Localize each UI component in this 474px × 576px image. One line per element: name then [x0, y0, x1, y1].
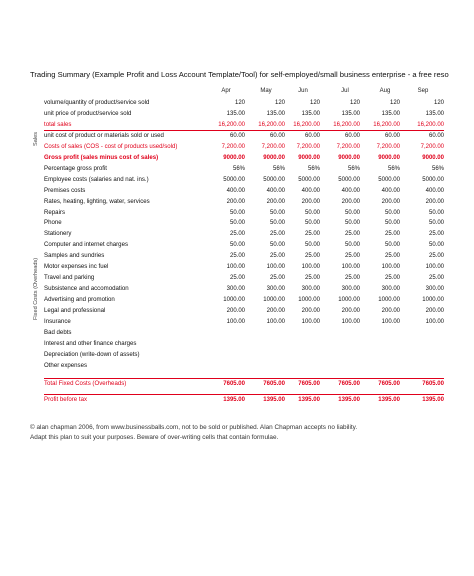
table-row [0, 186, 474, 196]
row-label: unit cost of product or materials sold or used [44, 131, 164, 139]
table-row [0, 109, 474, 119]
cell-value[interactable]: 200.00 [381, 308, 400, 315]
cell-value[interactable]: 50.00 [304, 242, 320, 249]
cell-value[interactable]: 50.00 [384, 209, 400, 216]
cell-value[interactable]: 25.00 [384, 231, 400, 238]
table-row [0, 317, 474, 327]
cell-value[interactable]: 25.00 [229, 231, 245, 238]
cell-value[interactable]: 1395.00 [263, 397, 285, 403]
cell-value[interactable]: 200.00 [425, 198, 444, 205]
cell-value[interactable]: 16,200.00 [333, 121, 360, 128]
cell-value[interactable]: 100.00 [381, 264, 400, 271]
table-row [0, 197, 474, 207]
row-label: Bad debts [44, 328, 72, 336]
cell-value[interactable]: 9000.00 [338, 154, 360, 161]
cell-value[interactable]: 5000.00 [378, 176, 400, 183]
cell-value[interactable]: 60.00 [269, 132, 285, 139]
cell-value[interactable]: 7,200.00 [336, 143, 360, 150]
cell-value[interactable]: 135.00 [381, 110, 400, 117]
cell-value[interactable]: 50.00 [304, 209, 320, 216]
cell-value[interactable]: 50.00 [229, 209, 245, 216]
cell-value[interactable]: 200.00 [266, 198, 285, 205]
cell-value[interactable]: 100.00 [381, 319, 400, 325]
cell-value[interactable]: 50.00 [428, 242, 444, 249]
cell-value[interactable]: 50.00 [344, 242, 360, 249]
cell-value[interactable]: 25.00 [229, 275, 245, 282]
cell-value[interactable]: 50.00 [344, 209, 360, 216]
cell-value[interactable]: 1000.00 [378, 297, 400, 304]
month-header: Jul [341, 88, 349, 94]
cell-value[interactable]: 1000.00 [223, 297, 245, 304]
cell-value[interactable]: 200.00 [226, 308, 245, 315]
cell-value[interactable]: 60.00 [304, 132, 320, 139]
footer-copyright: © alan chapman 2006, from www.businessballs.com, not to be sold or published. Alan Chapman accepts no liability. [30, 424, 358, 431]
cell-value[interactable]: 50.00 [269, 242, 285, 249]
row-label: Costs of sales (COS - cost of products used/sold) [44, 142, 178, 150]
cell-value[interactable]: 135.00 [425, 110, 444, 117]
cell-value[interactable]: 135.00 [341, 110, 360, 117]
row-label: volume/quantity of product/service sold [44, 99, 150, 106]
cell-value[interactable]: 1395.00 [422, 397, 444, 403]
cell-value[interactable]: 7,200.00 [261, 143, 285, 150]
cell-value[interactable]: 16,200.00 [258, 121, 285, 128]
cell-value[interactable]: 50.00 [269, 209, 285, 216]
cell-value[interactable]: 60.00 [428, 132, 444, 139]
cell-value[interactable]: 50.00 [229, 220, 245, 227]
cell-value[interactable]: 16,200.00 [218, 121, 245, 128]
cell-value[interactable]: 300.00 [301, 286, 320, 293]
cell-value[interactable]: 25.00 [344, 231, 360, 238]
cell-value[interactable]: 100.00 [301, 264, 320, 271]
cell-value[interactable]: 5000.00 [263, 176, 285, 183]
cell-value[interactable]: 7605.00 [263, 381, 285, 387]
row-label: unit price of product/service sold [44, 109, 132, 117]
cell-value[interactable]: 5000.00 [298, 176, 320, 183]
cell-value[interactable]: 300.00 [425, 286, 444, 293]
cell-value[interactable]: 25.00 [384, 275, 400, 282]
cell-value[interactable]: 7605.00 [338, 381, 360, 387]
row-label: Percentage gross profit [44, 164, 108, 172]
row-label: Motor expenses inc fuel [44, 263, 109, 271]
cell-value[interactable]: 5000.00 [223, 176, 245, 183]
cell-value[interactable]: 9000.00 [422, 154, 444, 161]
cell-value[interactable]: 16,200.00 [373, 121, 400, 128]
cell-value[interactable]: 25.00 [344, 275, 360, 282]
row-label: Insurance [44, 318, 71, 325]
cell-value[interactable]: 25.00 [344, 253, 360, 260]
row-label: Other expenses [44, 361, 88, 369]
cell-value[interactable]: 400.00 [226, 187, 245, 194]
row-label: Samples and sundries [44, 252, 105, 260]
cell-value[interactable]: 135.00 [301, 110, 320, 117]
table-row [0, 262, 474, 272]
cell-value[interactable]: 50.00 [384, 242, 400, 249]
cell-value[interactable]: 16,200.00 [293, 121, 320, 128]
cell-value[interactable]: 25.00 [428, 275, 444, 282]
cell-value[interactable]: 25.00 [384, 253, 400, 260]
cell-value[interactable]: 135.00 [226, 110, 245, 117]
footer-note: Adapt this plan to suit your purposes. Beware of over-writing cells that contain formulae. [30, 434, 279, 441]
cell-value[interactable]: 7,200.00 [376, 143, 400, 150]
row-label: Rates, heating, lighting, water, services [44, 197, 150, 205]
table-row [0, 131, 474, 141]
total-row [0, 395, 474, 405]
cell-value[interactable]: 120 [433, 100, 444, 106]
cell-value[interactable]: 5000.00 [422, 176, 444, 183]
cell-value[interactable]: 300.00 [266, 286, 285, 293]
document-title: Trading Summary (Example Profit and Loss Account Template/Tool) for self-employed/small business enterprise - a free reso [30, 70, 449, 79]
cell-value[interactable]: 200.00 [226, 198, 245, 205]
cell-value[interactable]: 100.00 [226, 319, 245, 325]
cell-value[interactable]: 7605.00 [422, 381, 444, 387]
cell-value[interactable]: 100.00 [425, 264, 444, 271]
cell-value[interactable]: 200.00 [341, 198, 360, 205]
table-row [0, 98, 474, 108]
row-label: Repairs [44, 208, 65, 216]
row-label: total sales [44, 120, 72, 128]
cell-value[interactable]: 50.00 [344, 220, 360, 227]
cell-value[interactable]: 7,200.00 [420, 143, 444, 150]
cell-value[interactable]: 200.00 [266, 308, 285, 315]
month-header: Jun [298, 88, 308, 94]
month-header: Apr [221, 88, 231, 94]
cell-value[interactable]: 120 [274, 100, 285, 106]
row-label: Subsistence and accomodation [44, 285, 129, 293]
cell-value[interactable]: 50.00 [229, 242, 245, 249]
cell-value[interactable]: 400.00 [266, 187, 285, 194]
row-label: Total Fixed Costs (Overheads) [44, 380, 127, 387]
cell-value[interactable]: 56% [307, 165, 320, 172]
cell-value[interactable]: 9000.00 [298, 154, 320, 161]
month-header: May [260, 88, 272, 94]
cell-value[interactable]: 50.00 [428, 220, 444, 227]
cell-value[interactable]: 7,200.00 [221, 143, 245, 150]
cell-value[interactable]: 1000.00 [263, 297, 285, 304]
cell-value[interactable]: 60.00 [229, 132, 245, 139]
cell-value[interactable]: 1395.00 [298, 397, 320, 403]
table-row [0, 284, 474, 294]
row-label: Premises costs [44, 186, 86, 194]
cell-value[interactable]: 120 [349, 100, 360, 106]
table-row [0, 175, 474, 185]
row-label: Travel and parking [44, 274, 95, 282]
cell-value[interactable]: 50.00 [269, 220, 285, 227]
row-label: Advertising and promotion [44, 296, 115, 304]
cell-value[interactable]: 1395.00 [223, 397, 245, 403]
cell-value[interactable]: 135.00 [266, 110, 285, 117]
cell-value[interactable]: 25.00 [304, 253, 320, 260]
table-row [0, 251, 474, 261]
row-label: Profit before tax [44, 396, 88, 403]
table-row [0, 295, 474, 305]
cell-value[interactable]: 200.00 [301, 308, 320, 315]
table-row [0, 350, 474, 360]
cell-value[interactable]: 25.00 [304, 275, 320, 282]
divider-line [44, 130, 444, 131]
row-label: Computer and internet charges [44, 241, 129, 249]
table-row [0, 361, 474, 371]
cell-value[interactable]: 50.00 [384, 220, 400, 227]
row-label: Employee costs (salaries and nat. ins.) [44, 175, 149, 183]
cell-value[interactable]: 56% [387, 165, 400, 172]
cell-value[interactable]: 56% [272, 165, 285, 172]
cell-value[interactable]: 56% [232, 165, 245, 172]
cell-value[interactable]: 50.00 [428, 209, 444, 216]
cell-value[interactable]: 1395.00 [378, 397, 400, 403]
cell-value[interactable]: 200.00 [425, 308, 444, 315]
cell-value[interactable]: 100.00 [425, 319, 444, 325]
cell-value[interactable]: 60.00 [384, 132, 400, 139]
cell-value[interactable]: 1000.00 [338, 297, 360, 304]
cell-value[interactable]: 200.00 [301, 198, 320, 205]
cell-value[interactable]: 100.00 [301, 319, 320, 325]
cell-value[interactable]: 100.00 [226, 264, 245, 271]
cell-value[interactable]: 16,200.00 [417, 121, 444, 128]
table-row [0, 339, 474, 349]
table-row [0, 208, 474, 218]
total-underline [44, 378, 444, 379]
cell-value[interactable]: 7605.00 [378, 381, 400, 387]
cell-value[interactable]: 200.00 [381, 198, 400, 205]
cell-value[interactable]: 100.00 [266, 264, 285, 271]
side-label-sales: Sales [33, 132, 39, 146]
cell-value[interactable]: 300.00 [381, 286, 400, 293]
row-label: Depreciation (write-down of assets) [44, 350, 140, 358]
cell-value[interactable]: 50.00 [304, 220, 320, 227]
row-label: Legal and professional [44, 307, 106, 315]
cell-value[interactable]: 25.00 [269, 253, 285, 260]
table-row [0, 218, 474, 228]
cell-value[interactable]: 400.00 [341, 187, 360, 194]
cell-value[interactable]: 5000.00 [338, 176, 360, 183]
cell-value[interactable]: 56% [347, 165, 360, 172]
table-row [0, 229, 474, 239]
cell-value[interactable]: 25.00 [269, 231, 285, 238]
table-row [0, 164, 474, 174]
table-row [0, 240, 474, 250]
cell-value[interactable]: 56% [431, 165, 444, 172]
cell-value[interactable]: 200.00 [341, 308, 360, 315]
cell-value[interactable]: 25.00 [269, 275, 285, 282]
cell-value[interactable]: 7,200.00 [296, 143, 320, 150]
cell-value[interactable]: 7605.00 [298, 381, 320, 387]
row-label: Stationery [44, 230, 72, 238]
cell-value[interactable]: 100.00 [266, 319, 285, 325]
cell-value[interactable]: 400.00 [381, 187, 400, 194]
total-underline [44, 394, 444, 395]
cell-value[interactable]: 300.00 [226, 286, 245, 293]
cell-value[interactable]: 1000.00 [422, 297, 444, 304]
cell-value[interactable]: 25.00 [428, 253, 444, 260]
month-header: Sep [417, 88, 429, 94]
month-header: Aug [379, 88, 391, 94]
month-header-row [0, 88, 474, 98]
cell-value[interactable]: 120 [234, 100, 245, 106]
cell-value[interactable]: 1395.00 [338, 397, 360, 403]
cell-value[interactable]: 400.00 [425, 187, 444, 194]
table-row [0, 120, 474, 130]
side-label-fixed-costs: Fixed Costs (Overheads) [33, 257, 39, 320]
cell-value[interactable]: 25.00 [428, 231, 444, 238]
table-row [0, 153, 474, 163]
table-row [0, 306, 474, 316]
row-label: Interest and other finance charges [44, 339, 137, 347]
table-row [0, 142, 474, 152]
cell-value[interactable]: 60.00 [344, 132, 360, 139]
cell-value[interactable]: 25.00 [304, 231, 320, 238]
table-row [0, 273, 474, 283]
cell-value[interactable]: 7605.00 [223, 381, 245, 387]
cell-value[interactable]: 25.00 [229, 253, 245, 260]
cell-value[interactable]: 9000.00 [263, 154, 285, 161]
total-row [0, 379, 474, 389]
cell-value[interactable]: 120 [389, 100, 400, 106]
table-row [0, 328, 474, 338]
cell-value[interactable]: 9000.00 [378, 154, 400, 161]
cell-value[interactable]: 300.00 [341, 286, 360, 293]
cell-value[interactable]: 100.00 [341, 319, 360, 325]
cell-value[interactable]: 120 [309, 100, 320, 106]
row-label: Gross profit (sales minus cost of sales) [44, 153, 159, 161]
cell-value[interactable]: 9000.00 [223, 154, 245, 161]
row-label: Phone [44, 219, 62, 227]
cell-value[interactable]: 400.00 [301, 187, 320, 194]
cell-value[interactable]: 1000.00 [298, 297, 320, 304]
cell-value[interactable]: 100.00 [341, 264, 360, 271]
